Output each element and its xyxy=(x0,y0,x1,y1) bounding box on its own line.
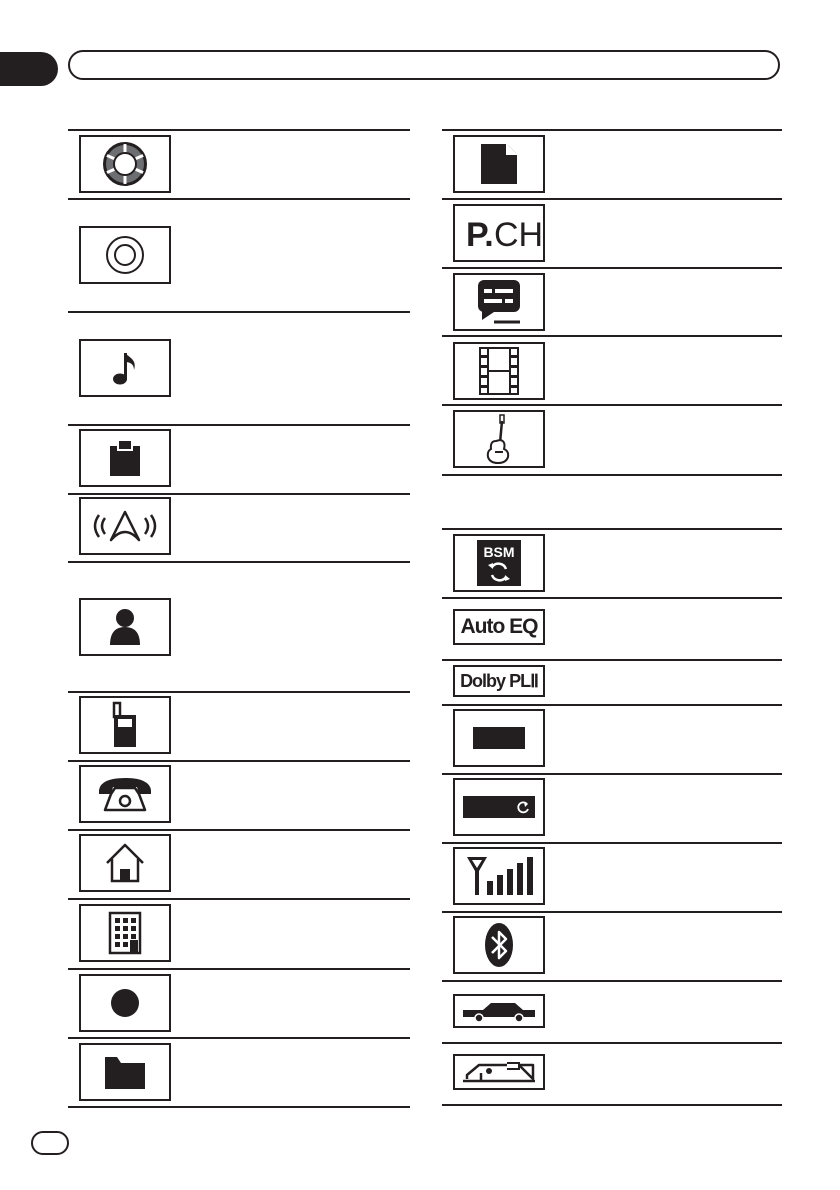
car-icon xyxy=(453,994,545,1028)
divider xyxy=(442,335,782,337)
telephone-icon xyxy=(79,765,171,823)
clipboard-icon xyxy=(79,429,171,487)
music-note-icon xyxy=(79,339,171,397)
divider xyxy=(68,968,410,970)
divider xyxy=(442,528,782,530)
folder-icon xyxy=(79,1043,171,1101)
divider xyxy=(68,760,410,762)
file-icon xyxy=(453,135,545,193)
page-number xyxy=(31,1131,69,1155)
bsm-icon xyxy=(453,534,545,592)
divider xyxy=(442,597,782,599)
divider xyxy=(68,311,410,313)
disc-icon xyxy=(79,226,171,284)
divider xyxy=(442,267,782,269)
divider xyxy=(442,911,782,913)
divider xyxy=(442,980,782,982)
divider xyxy=(442,198,782,200)
divider xyxy=(442,474,782,476)
divider xyxy=(68,424,410,426)
divider xyxy=(68,1106,410,1108)
section-tab xyxy=(0,52,58,86)
divider xyxy=(442,773,782,775)
dolby-pl2-label: Dolby PLⅡ xyxy=(460,670,538,691)
divider xyxy=(68,198,410,200)
divider xyxy=(68,829,410,831)
pch-icon xyxy=(453,204,545,262)
black-bar-icon xyxy=(453,709,545,767)
divider xyxy=(442,659,782,661)
message-icon xyxy=(453,273,545,331)
office-building-icon xyxy=(79,904,171,962)
divider xyxy=(68,691,410,693)
black-bar-refresh-icon xyxy=(453,778,545,836)
mobile-phone-icon xyxy=(79,696,171,754)
bluetooth-icon xyxy=(453,916,545,974)
divider xyxy=(68,493,410,495)
bsm-label: BSM xyxy=(483,544,515,560)
divider xyxy=(68,1037,410,1039)
dolby-pl2-icon xyxy=(453,665,545,697)
signal-strength-icon xyxy=(453,847,545,905)
film-icon xyxy=(453,342,545,400)
auto-eq-label: Auto EQ xyxy=(460,615,538,638)
pch-label-p: P. xyxy=(466,216,494,254)
traffic-alert-icon xyxy=(79,497,171,555)
disc-menu-icon xyxy=(79,135,171,193)
divider xyxy=(442,704,782,706)
dot-icon xyxy=(79,974,171,1032)
divider xyxy=(68,898,410,900)
home-icon xyxy=(79,834,171,892)
divider xyxy=(68,561,410,563)
divider xyxy=(442,1042,782,1044)
divider xyxy=(68,129,410,131)
divider xyxy=(442,842,782,844)
person-icon xyxy=(79,598,171,656)
divider xyxy=(442,404,782,406)
header-bar xyxy=(68,50,780,80)
guitar-icon xyxy=(453,410,545,468)
car-connect-icon xyxy=(453,1054,545,1090)
pch-label-ch: CH xyxy=(494,216,544,254)
divider xyxy=(442,129,782,131)
auto-eq-icon xyxy=(453,609,545,645)
divider xyxy=(442,1104,782,1106)
